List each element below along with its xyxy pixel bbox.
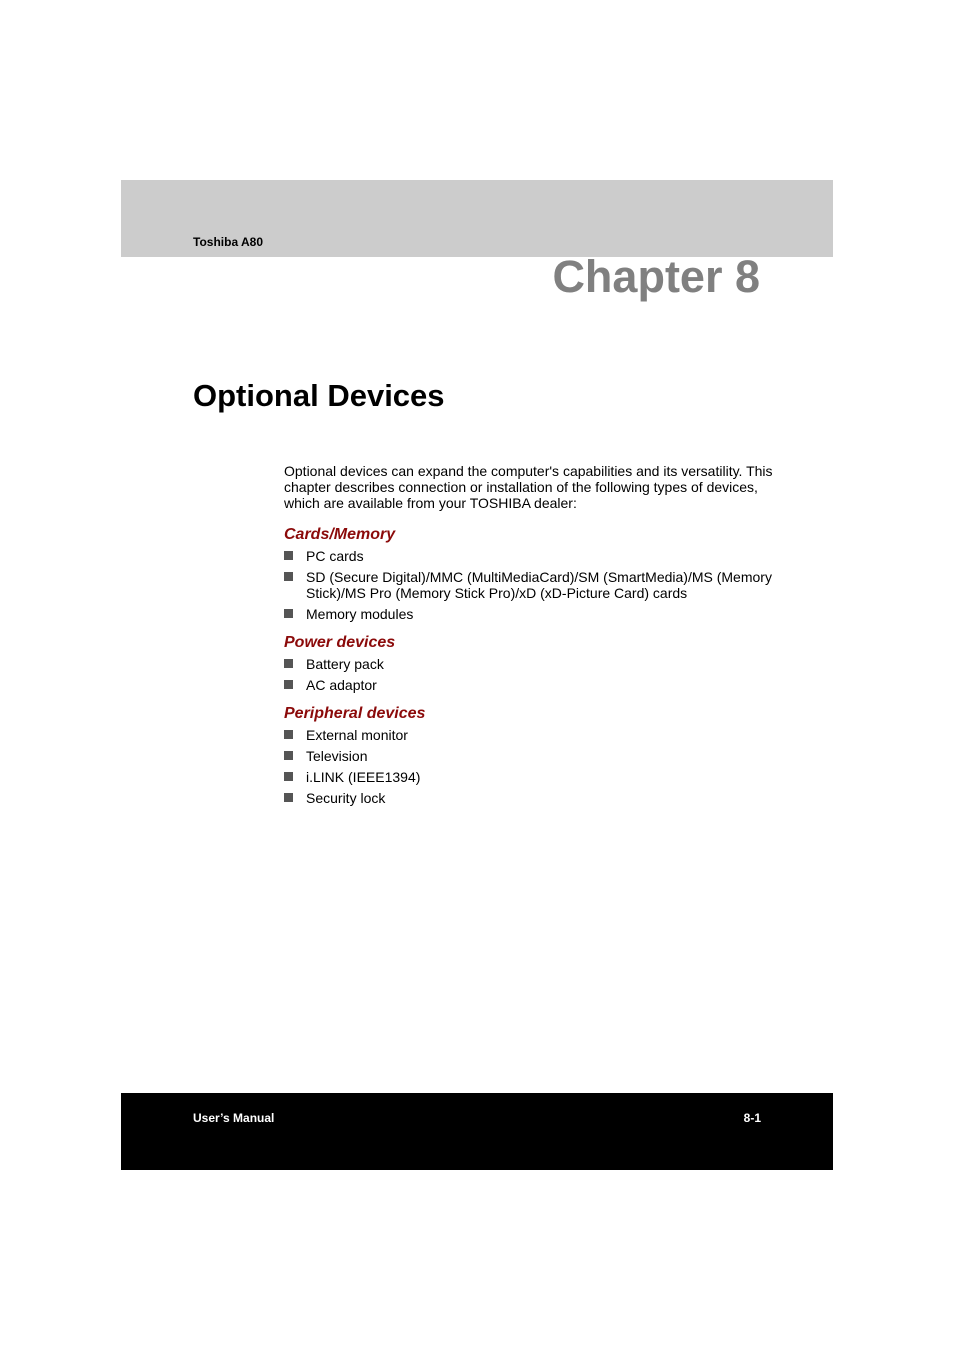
list-item	[284, 790, 774, 806]
list-item-text: PC cards	[306, 548, 364, 564]
chapter-label: Chapter 8	[552, 251, 760, 302]
square-bullet-icon	[284, 772, 293, 781]
list-item-text: Television	[306, 748, 368, 764]
list-item-text: AC adaptor	[306, 677, 377, 693]
list-item	[284, 677, 774, 693]
square-bullet-icon	[284, 609, 293, 618]
square-bullet-icon	[284, 659, 293, 668]
list-item-text: i.LINK (IEEE1394)	[306, 769, 421, 785]
product-name: Toshiba A80	[193, 235, 264, 249]
list-item-text: Security lock	[306, 790, 386, 806]
square-bullet-icon	[284, 751, 293, 760]
list-item-text: External monitor	[306, 727, 408, 743]
list-item	[284, 569, 774, 601]
footer-band	[121, 1093, 833, 1170]
list-item	[284, 548, 774, 564]
bullet-list-cards-memory	[284, 548, 774, 622]
bullet-list-power-devices	[284, 656, 774, 693]
square-bullet-icon	[284, 680, 293, 689]
list-item	[284, 656, 774, 672]
bullet-list-peripheral-devices	[284, 727, 774, 806]
chapter-title: Optional Devices	[193, 378, 445, 413]
square-bullet-icon	[284, 551, 293, 560]
section-heading-power-devices: Power devices	[284, 634, 396, 651]
footer-page-number: 8-1	[743, 1111, 761, 1125]
chapter-content	[284, 463, 774, 806]
list-item-text: Battery pack	[306, 656, 384, 672]
footer-manual-title: User’s Manual	[193, 1111, 275, 1125]
section-heading-peripheral-devices: Peripheral devices	[284, 705, 426, 722]
square-bullet-icon	[284, 572, 293, 581]
section-heading-cards-memory: Cards/Memory	[284, 526, 396, 543]
list-item	[284, 748, 774, 764]
square-bullet-icon	[284, 793, 293, 802]
square-bullet-icon	[284, 730, 293, 739]
list-item-text: SD (Secure Digital)/MMC (MultiMediaCard)/SM (SmartMedia)/MS (Memory Stick)/MS Pro (Memory Stick Pro)/xD (xD-Picture Card) cards	[306, 569, 772, 601]
list-item	[284, 606, 774, 622]
intro-paragraph: Optional devices can expand the computer's capabilities and its versatility. This chapter describes connection or installation of the following types of devices, which are available from your TOSHIBA dealer:	[284, 463, 773, 511]
list-item	[284, 727, 774, 743]
list-item	[284, 769, 774, 785]
list-item-text: Memory modules	[306, 606, 414, 622]
